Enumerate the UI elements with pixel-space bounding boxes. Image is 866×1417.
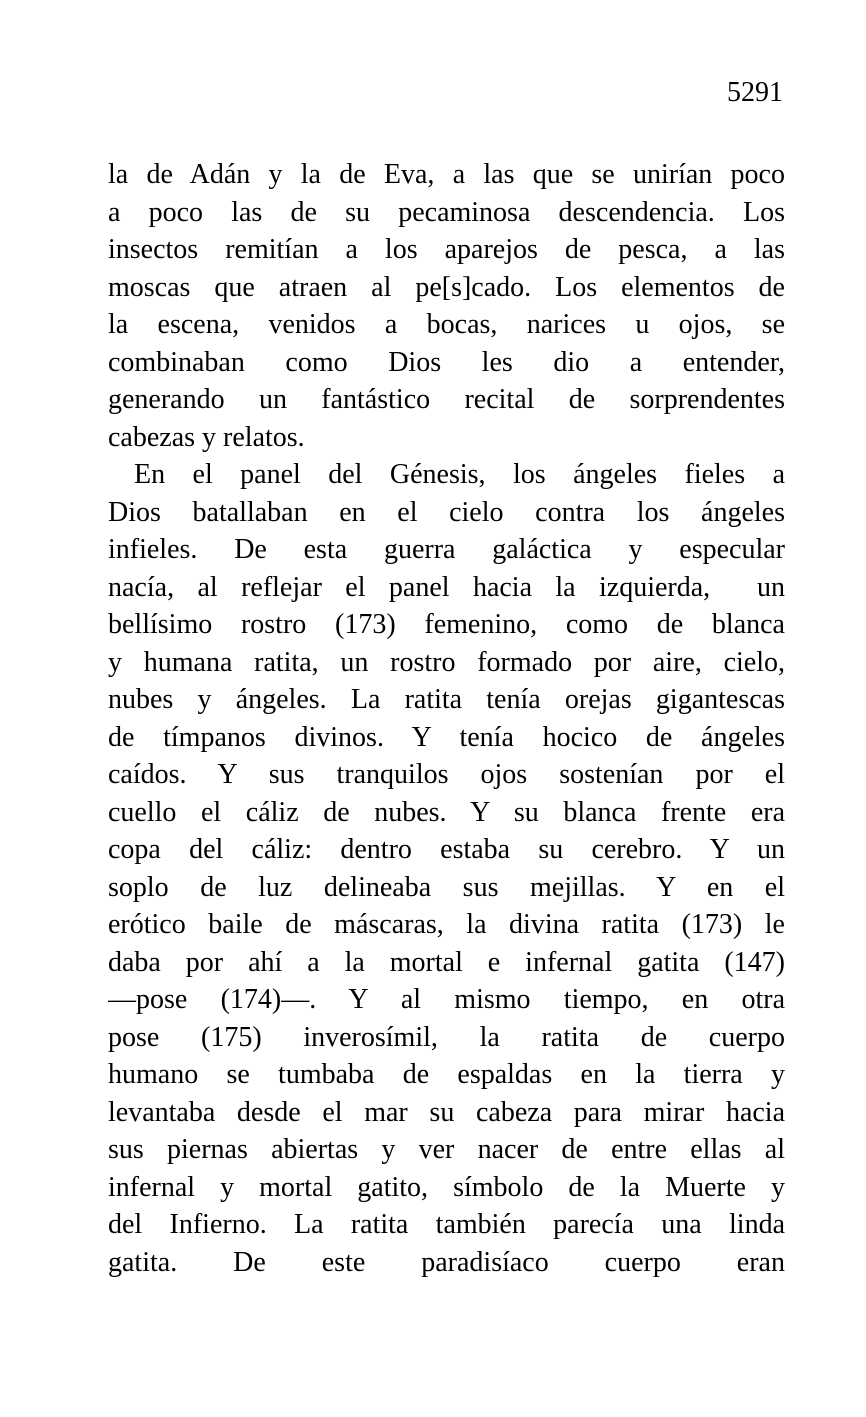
text-line: bellísimo rostro (173) femenino, como de blanca (108, 609, 785, 640)
text-line: infieles. De esta guerra galáctica y especular (108, 534, 785, 565)
text-line: la escena, venidos a bocas, narices u ojos, se (108, 309, 785, 340)
text-line: del Infierno. La ratita también parecía una linda (108, 1209, 785, 1240)
text-line: insectos remitían a los aparejos de pesca, a las (108, 234, 785, 265)
text-line: nubes y ángeles. La ratita tenía orejas gigantescas (108, 684, 785, 715)
text-line: cuello el cáliz de nubes. Y su blanca frente era (108, 796, 785, 828)
text-line: copa del cáliz: dentro estaba su cerebro. Y un (108, 834, 785, 865)
paragraph (108, 156, 785, 456)
text-line: la de Adán y la de Eva, a las que se unirían poco (108, 159, 785, 190)
text-line: infernal y mortal gatito, símbolo de la Muerte y (108, 1171, 785, 1203)
text-line: cabezas y relatos. (108, 421, 305, 453)
text-line: daba por ahí a la mortal e infernal gatita (147) (108, 946, 785, 978)
text-line: Dios batallaban en el cielo contra los ángeles (108, 496, 785, 528)
text-line: gatita. De este paradisíaco cuerpo eran (108, 1246, 785, 1278)
text-line: de tímpanos divinos. Y tenía hocico de ángeles (108, 721, 785, 753)
text-line: y humana ratita, un rostro formado por aire, cielo, (108, 646, 785, 678)
text-line: moscas que atraen al pe[s]cado. Los elementos de (108, 271, 785, 303)
text-line: erótico baile de máscaras, la divina ratita (173) le (108, 909, 785, 940)
text-line: En el panel del Génesis, los ángeles fieles a (134, 459, 785, 490)
text-line: combinaban como Dios les dio a entender, (108, 346, 785, 378)
text-block (108, 156, 785, 1281)
paragraph (108, 456, 785, 1281)
text-line: generando un fantástico recital de sorprendentes (108, 384, 785, 415)
text-line: soplo de luz delineaba sus mejillas. Y en el (108, 871, 785, 903)
text-line: levantaba desde el mar su cabeza para mirar hacia (108, 1096, 785, 1128)
text-line: nacía, al reflejar el panel hacia la izquierda, un (108, 571, 785, 603)
text-line: humano se tumbaba de espaldas en la tierra y (108, 1059, 785, 1090)
page-number: 5291 (727, 77, 783, 108)
text-line: caídos. Y sus tranquilos ojos sostenían por el (108, 759, 785, 790)
text-line: pose (175) inverosímil, la ratita de cuerpo (108, 1021, 785, 1053)
text-line: sus piernas abiertas y ver nacer de entre ellas al (108, 1134, 785, 1165)
text-line: —pose (174)—. Y al mismo tiempo, en otra (108, 984, 785, 1015)
text-line: a poco las de su pecaminosa descendencia. Los (108, 196, 785, 228)
